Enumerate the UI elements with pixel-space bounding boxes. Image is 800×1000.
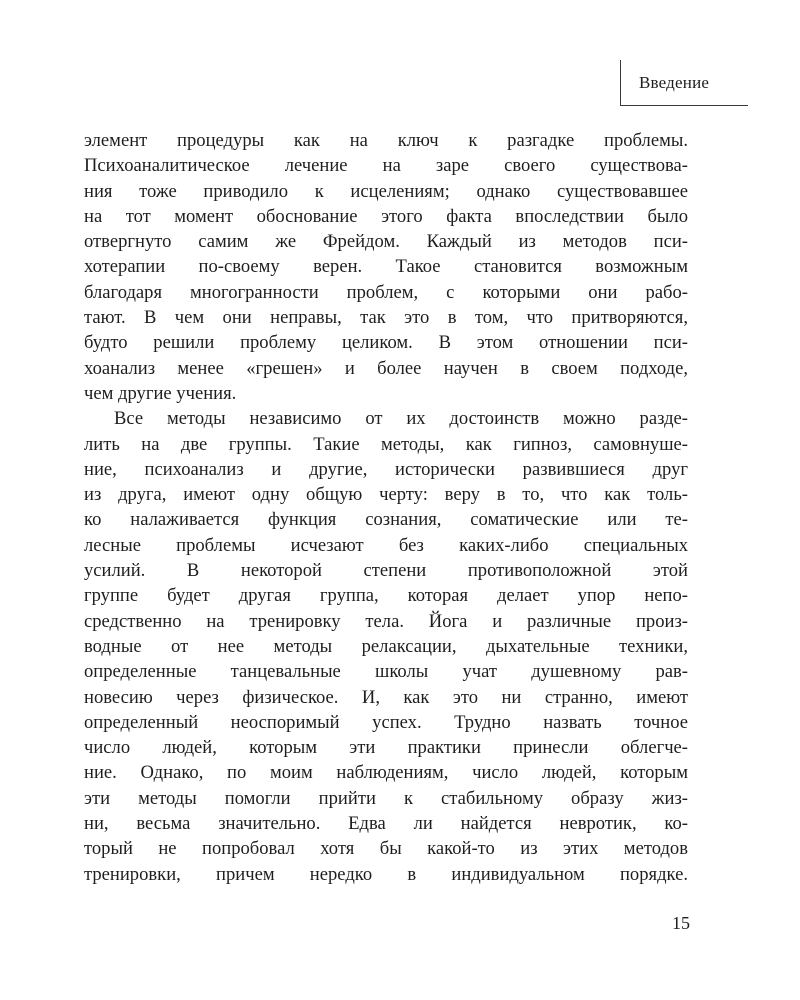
text-line: из друга, имеют одну общую черту: веру в то, что как толь- — [84, 484, 688, 506]
text-line: тают. В чем они неправы, так это в том, что притворяются, — [84, 307, 688, 329]
text-line: отвергнуто самим же Фрейдом. Каждый из методов пси- — [84, 231, 688, 253]
paragraph-2 — [84, 406, 688, 887]
text-line: ние, психоанализ и другие, исторически развившиеся друг — [84, 458, 688, 480]
page-number: 15 — [672, 913, 690, 933]
text-line: ния тоже приводило к исцелениям; однако существовавшее — [84, 180, 688, 202]
text-line: хоанализ менее «грешен» и более научен в своем подходе, — [84, 357, 688, 379]
paragraph-1 — [84, 128, 688, 406]
text-line: элемент процедуры как на ключ к разгадке проблемы. — [84, 130, 688, 151]
text-line: Все методы независимо от их достоинств можно разде- — [114, 408, 688, 430]
section-title: Введение — [639, 73, 710, 92]
text-line: чем другие учения. — [84, 382, 237, 404]
text-line: группе будет другая группа, которая делает упор непо- — [84, 585, 688, 607]
text-line: будто решили проблему целиком. В этом отношении пси- — [84, 332, 688, 354]
text-line: водные от нее методы релаксации, дыхательные техники, — [84, 635, 688, 657]
text-line: новесию через физическое. И, как это ни странно, имеют — [84, 686, 688, 708]
running-header — [620, 60, 748, 106]
text-line: число людей, которым эти практики принесли облегче- — [84, 737, 688, 759]
text-line: определенный неоспоримый успех. Трудно назвать точное — [84, 711, 688, 733]
text-line: ко налаживается функция сознания, соматические или те- — [84, 509, 688, 531]
text-line: ни, весьма значительно. Едва ли найдется невротик, ко- — [84, 813, 688, 835]
text-line: лить на две группы. Такие методы, как гипноз, самовнуше- — [84, 433, 688, 455]
text-line: средственно на тренировку тела. Йога и различные произ- — [84, 610, 688, 632]
text-line: лесные проблемы исчезают без каких-либо специальных — [84, 534, 688, 556]
text-line: Психоаналитическое лечение на заре своего существова- — [84, 155, 688, 177]
text-line: усилий. В некоторой степени противоположной этой — [84, 560, 688, 582]
text-line: торый не попробовал хотя бы какой-то из этих методов — [84, 838, 688, 860]
text-line: определенные танцевальные школы учат душевному рав- — [84, 661, 688, 683]
text-line: благодаря многогранности проблем, с которыми они рабо- — [84, 281, 688, 303]
text-line: хотерапии по-своему верен. Такое становится возможным — [84, 256, 688, 278]
text-line: на тот момент обоснование этого факта впоследствии было — [84, 205, 688, 227]
text-body — [84, 128, 688, 887]
text-line: тренировки, причем нередко в индивидуальном порядке. — [84, 863, 688, 885]
text-line: эти методы помогли прийти к стабильному образу жиз- — [84, 787, 688, 809]
text-line: ние. Однако, по моим наблюдениям, число людей, которым — [84, 762, 688, 784]
